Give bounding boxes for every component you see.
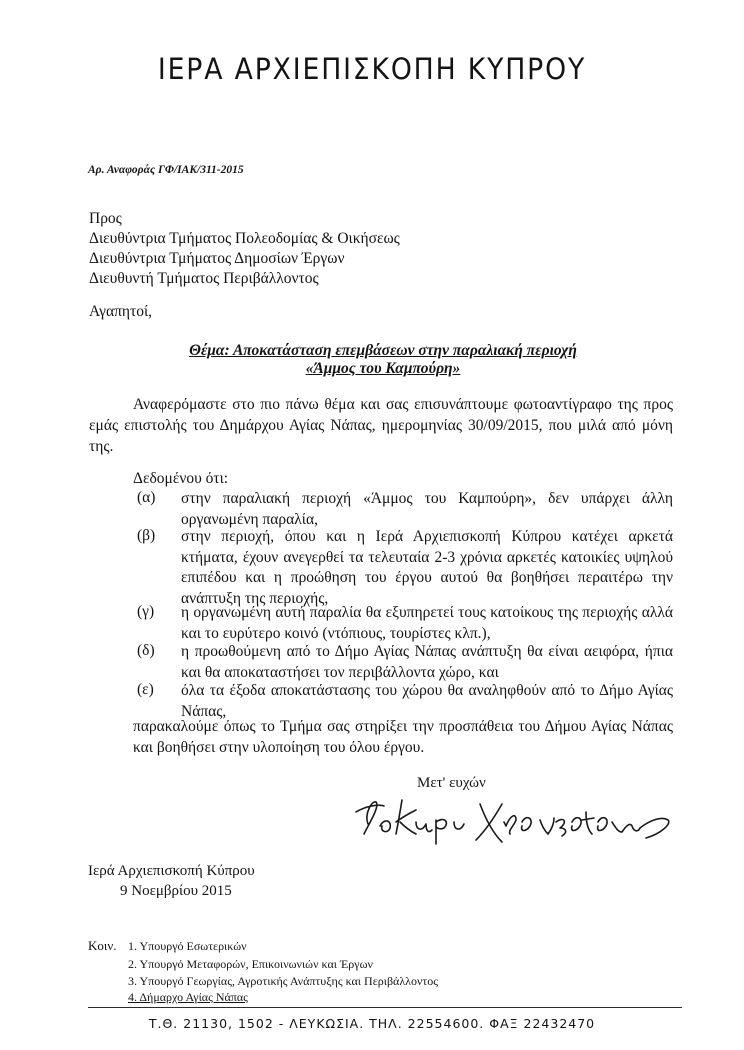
- list-intro: Δεδομένου ότι:: [133, 470, 229, 487]
- footer-divider: [88, 1007, 682, 1008]
- cc-item: 4. Δήμαρχο Αγίας Νάπας: [128, 990, 248, 1004]
- list-item-label: (δ): [137, 642, 155, 659]
- letter-date: 9 Νοεμβρίου 2015: [120, 883, 232, 899]
- cc-item: 1. Υπουργό Εσωτερικών: [128, 939, 247, 953]
- recipient-line: Διευθυντή Τμήματος Περιβάλλοντος: [89, 270, 319, 287]
- list-item-text: η προωθούμενη από το Δήμο Αγίας Νάπας ανάπτυξη θα είναι αειφόρα, ήπια και θα αποκαταστήσει τον περιβάλλοντα χώρο, και: [181, 643, 673, 681]
- cc-item: 2. Υπουργό Μεταφορών, Επικοινωνιών και Έργων: [128, 957, 373, 971]
- list-item-label: (α): [137, 489, 156, 506]
- list-item-label: (ε): [137, 681, 154, 698]
- recipient-line: Διευθύντρια Τμήματος Πολεοδομίας & Οικήσεως: [89, 230, 400, 247]
- cc-item: 3. Υπουργό Γεωργίας, Αγροτικής Ανάπτυξης και Περιβάλλοντος: [128, 974, 438, 988]
- list-item-text: στην παραλιακή περιοχή «Άμμος του Καμπούρη», δεν υπάρχει άλλη οργανωμένη παραλία,: [181, 490, 673, 528]
- footer-contact: Τ.Θ. 21130, 1502 - ΛΕΥΚΩΣΙΑ. ΤΗΛ. 22554600. ΦΑΞ 22432470: [148, 1016, 596, 1031]
- subject-line-2: «Άμμος του Καμπούρη»: [305, 360, 461, 377]
- greeting: Αγαπητοί,: [89, 303, 153, 320]
- body-paragraph: Αναφερόμαστε στο πιο πάνω θέμα και σας επισυνάπτουμε φωτοαντίγραφο της προς εμάς επιστολής του Δημάρχου Αγίας Νάπας, ημερομηνίας 30/09/2015, που μιλά από μόνη της.: [89, 396, 673, 455]
- letterhead-title: ΙΕΡΑ ΑΡΧΙΕΠΙΣΚΟΠΗ ΚΥΠΡΟΥ: [157, 52, 587, 86]
- signatory-name: Ιερά Αρχιεπισκοπή Κύπρου: [88, 863, 255, 879]
- cc-label: Κοιν.: [88, 938, 117, 953]
- reference-number: Αρ. Αναφοράς ΓΦ/ΙΑΚ/311-2015: [88, 164, 244, 176]
- recipient-line: Διευθύντρια Τμήματος Δημοσίων Έργων: [89, 250, 345, 267]
- list-item-label: (β): [137, 527, 156, 544]
- handwritten-signature: [350, 782, 680, 852]
- subject-line: Θέμα: Αποκατάσταση επεμβάσεων στην παραλιακή περιοχή: [189, 342, 577, 359]
- list-item-text: η οργανωμένη αυτή παραλία θα εξυπηρετεί τους κατοίκους της περιοχής αλλά και το ευρύτερο κοινό (ντόπιους, τουρίστες κλπ.),: [181, 604, 673, 642]
- recipients-heading: Προς: [89, 210, 122, 227]
- closing-paragraph: παρακαλούμε όπως το Τμήμα σας στηρίξει την προσπάθεια του Δήμου Αγίας Νάπας και βοηθήσει στην υλοποίηση του όλου έργου.: [133, 718, 673, 756]
- list-item-text: στην περιοχή, όπου και η Ιερά Αρχιεπισκοπή Κύπρου κατέχει αρκετά κτήματα, έχουν ανεγερθεί τα τελευταία 2-3 χρόνια αρκετές κατοικίες υψηλού επιπέδου και η προώθηση του έργου αυτού θα βοηθήσει περαιτέρω την ανάπτυξη της περιοχής,: [181, 528, 673, 607]
- list-item-text: όλα τα έξοδα αποκατάστασης του χώρου θα αναληφθούν από το Δήμο Αγίας Νάπας,: [181, 682, 673, 720]
- list-item-label: (γ): [137, 603, 155, 620]
- regards-line: Μετ' ευχών: [417, 775, 486, 791]
